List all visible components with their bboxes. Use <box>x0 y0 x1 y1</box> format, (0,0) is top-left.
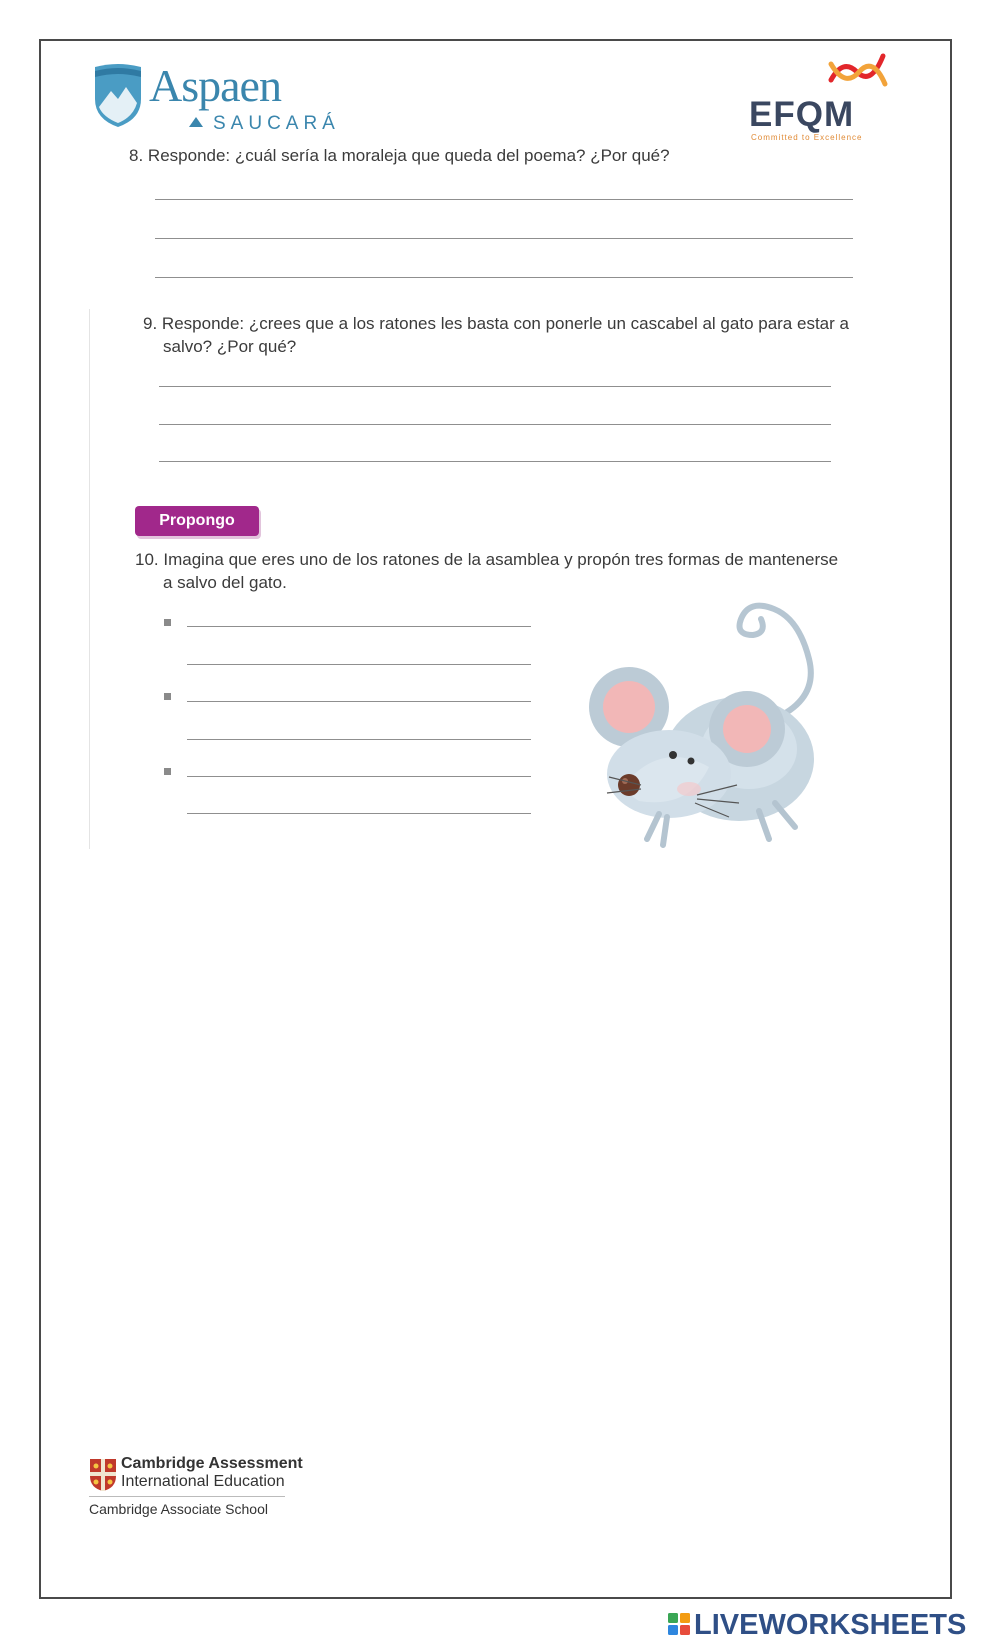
cambridge-associate-label: Cambridge Associate School <box>89 1501 268 1517</box>
section-badge-propongo: Propongo <box>135 506 259 536</box>
aspaen-logo-text: Aspaen <box>149 60 281 111</box>
worksheet-page <box>39 39 952 1599</box>
answer-line[interactable] <box>155 199 853 200</box>
answer-line[interactable] <box>159 461 831 462</box>
answer-line[interactable] <box>187 813 531 814</box>
answer-line[interactable] <box>155 238 853 239</box>
efqm-logo-text: EFQM <box>749 95 855 134</box>
question-9-text-line1: Responde: ¿crees que a los ratones les basta con ponerle un cascabel al gato para estar a <box>161 314 849 333</box>
question-10 <box>135 547 838 572</box>
bullet-marker <box>164 619 171 626</box>
question-9-text-line2: salvo? ¿Por qué? <box>163 337 297 356</box>
mouse-illustration <box>569 589 839 859</box>
question-8-number: 8. <box>129 146 144 165</box>
question-8 <box>129 143 670 168</box>
bullet-marker <box>164 768 171 775</box>
answer-line[interactable] <box>187 701 531 702</box>
answer-line[interactable] <box>187 739 531 740</box>
question-10-text-line1: Imagina que eres uno de los ratones de la asamblea y propón tres formas de mantenerse <box>163 550 839 569</box>
answer-line[interactable] <box>159 386 831 387</box>
aspaen-logo-subtitle: SAUCARÁ <box>213 113 340 134</box>
cambridge-subtitle: International Education <box>121 1473 285 1490</box>
bullet-marker <box>164 693 171 700</box>
question-9-number: 9. <box>143 314 158 333</box>
answer-line[interactable] <box>187 626 531 627</box>
answer-line[interactable] <box>187 664 531 665</box>
cambridge-divider <box>89 1496 285 1497</box>
question-10-text-line2: a salvo del gato. <box>163 573 287 592</box>
liveworksheets-icon <box>668 1613 690 1635</box>
efqm-logo-subtitle: Committed to Excellence <box>751 133 863 142</box>
question-10-number: 10. <box>135 550 159 569</box>
scan-edge-divider <box>89 309 90 849</box>
answer-line[interactable] <box>159 424 831 425</box>
aspaen-shield-icon <box>93 63 143 129</box>
question-8-text: Responde: ¿cuál sería la moraleja que queda del poema? ¿Por qué? <box>147 146 670 165</box>
efqm-loop-icon <box>827 50 889 94</box>
cambridge-title: Cambridge Assessment <box>121 1455 303 1472</box>
question-9 <box>143 311 849 336</box>
answer-line[interactable] <box>187 776 531 777</box>
cambridge-shield-icon <box>89 1458 117 1492</box>
liveworksheets-watermark[interactable]: LIVEWORKSHEETS <box>694 1609 967 1641</box>
aspaen-triangle-icon <box>189 117 203 127</box>
answer-line[interactable] <box>155 277 853 278</box>
